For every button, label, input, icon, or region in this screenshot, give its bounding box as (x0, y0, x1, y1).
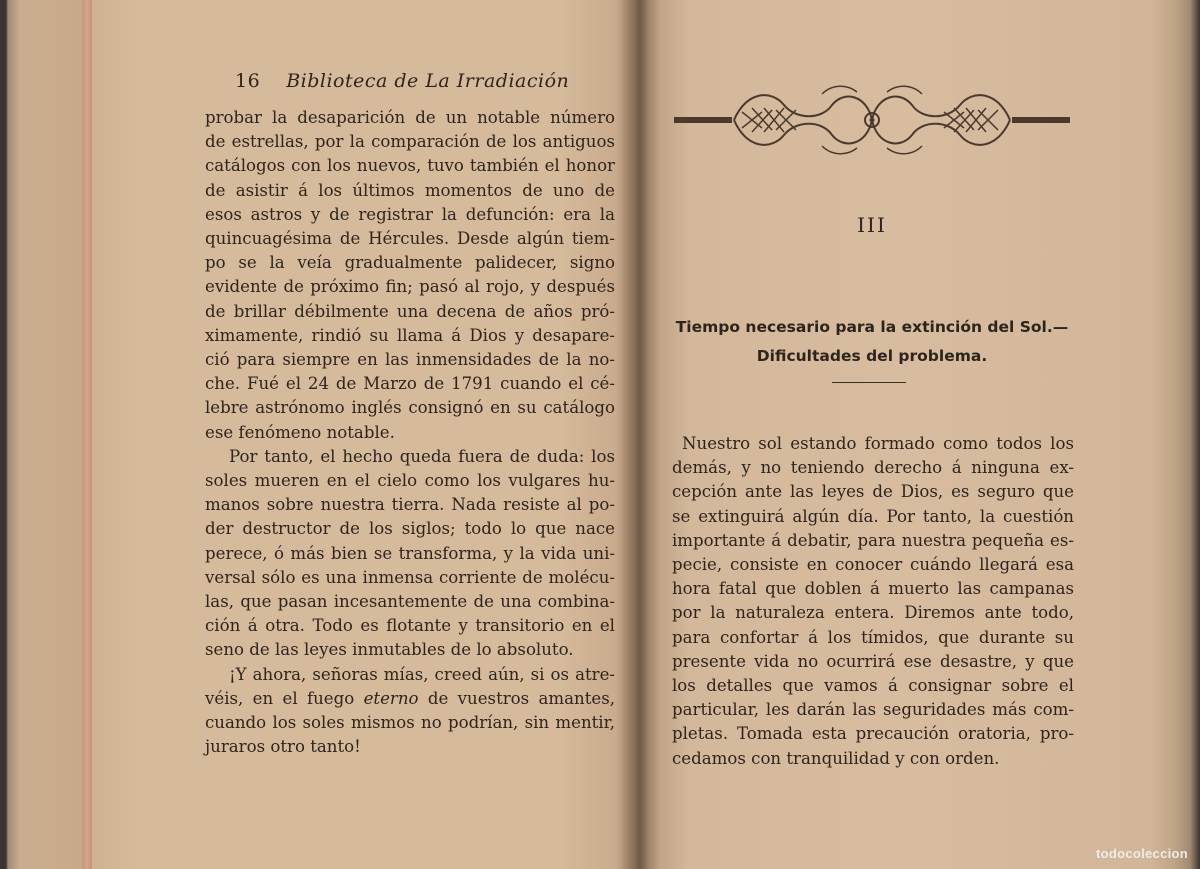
text-line: Nuestro sol estando formado como todos los (682, 434, 1074, 453)
watermark-logo: todocoleccion (1095, 846, 1188, 861)
left-page (205, 70, 615, 759)
text-fragment: de vuestros amantes, (427, 688, 616, 708)
text-line-mixed (205, 687, 615, 711)
text-line: de estrellas, por la comparación de los antiguos (205, 132, 615, 152)
text-line: lebre astrónomo inglés consignó en su catálogo (205, 398, 615, 418)
text-line: las, que pasan incesantemente de una combina- (205, 592, 615, 612)
text-line: perece, ó más bien se transforma, y la vida uni- (205, 543, 615, 563)
text-line: cedamos con tranquilidad y con orden. (672, 748, 1000, 768)
text-line: para confortar á los tímidos, que durante su (672, 627, 1074, 647)
chapter-title-line: Tiempo necesario para la extinción del Sol.— (675, 318, 1069, 336)
text-line: de asistir á los últimos momentos de uno de (205, 180, 615, 200)
text-line: pletas. Tomada esta precaución oratoria, pro- (672, 724, 1074, 744)
running-head (235, 70, 615, 92)
text-line: por la naturaleza entera. Diremos ante todo, (672, 603, 1074, 623)
page-number: 16 (235, 70, 261, 92)
text-fragment: véis, en el fuego (205, 688, 355, 708)
text-line: juraros otro tanto! (205, 737, 361, 757)
text-line: pecie, consiste en conocer cuándo llegará esa (672, 555, 1074, 575)
right-body-text (672, 432, 1074, 771)
decorative-ornament (672, 80, 1072, 160)
text-line: Por tanto, el hecho queda fuera de duda: los (229, 446, 615, 466)
text-line: soles mueren en el cielo como los vulgares hu- (205, 471, 615, 491)
book-spine (620, 0, 660, 869)
text-line: catálogos con los nuevos, tuvo también el honor (205, 156, 615, 176)
text-line: de brillar débilmente una decena de años pró- (205, 301, 615, 321)
text-line: presente vida no ocurrirá ese desastre, y que (672, 651, 1074, 671)
chapter-numeral: III (857, 213, 887, 237)
text-line: po se la veía gradualmente palidecer, signo (205, 253, 615, 273)
text-line: seno de las leyes inmutables de lo absoluto. (205, 640, 574, 660)
text-line: versal sólo es una inmensa corriente de molécu- (205, 567, 615, 587)
text-line: importante á debatir, para nuestra pequeña es- (672, 530, 1074, 550)
text-line: esos astros y de registrar la defunción: era la (205, 204, 615, 224)
text-line: ¡Y ahora, señoras mías, creed aún, si os atre- (229, 664, 615, 684)
chapter-title (672, 313, 1072, 371)
text-line: cepción ante las leyes de Dios, es seguro que (672, 482, 1074, 502)
text-line: demás, y no teniendo derecho á ninguna ex- (672, 458, 1074, 478)
text-line: evidente de próximo fin; pasó al rojo, y después (205, 277, 615, 297)
chapter-title-line: Dificultades del problema. (756, 347, 988, 365)
page-edge-stripe (82, 0, 92, 869)
text-line: che. Fué el 24 de Marzo de 1791 cuando el cé- (205, 374, 615, 394)
left-body-text (205, 106, 615, 759)
text-line: cuando los soles mismos no podrían, sin mentir, (205, 713, 615, 733)
text-line: se extinguirá algún día. Por tanto, la cuestión (672, 506, 1074, 526)
text-line: manos sobre nuestra tierra. Nada resiste al po- (205, 495, 615, 515)
text-line: ción á otra. Todo es flotante y transitorio en el (205, 616, 615, 636)
text-line: ximamente, rindió su llama á Dios y desapare- (205, 325, 615, 345)
text-line: hora fatal que doblen á muerto las campanas (672, 579, 1074, 599)
text-line: probar la desaparición de un notable número (205, 108, 615, 127)
text-line: los detalles que vamos á consignar sobre el (672, 676, 1074, 696)
text-line: ese fenómeno notable. (205, 422, 395, 442)
running-title: Biblioteca de La Irradiación (286, 70, 570, 92)
text-line: ció para siempre en las inmensidades de la no- (205, 350, 615, 370)
chapter-divider (832, 382, 906, 383)
emphasized-word: eterno (363, 688, 419, 708)
text-line: der destructor de los siglos; todo lo que nace (205, 519, 615, 539)
text-line: quincuagésima de Hércules. Desde algún tiem- (205, 229, 615, 249)
text-line: particular, les darán las seguridades más com- (672, 700, 1074, 720)
